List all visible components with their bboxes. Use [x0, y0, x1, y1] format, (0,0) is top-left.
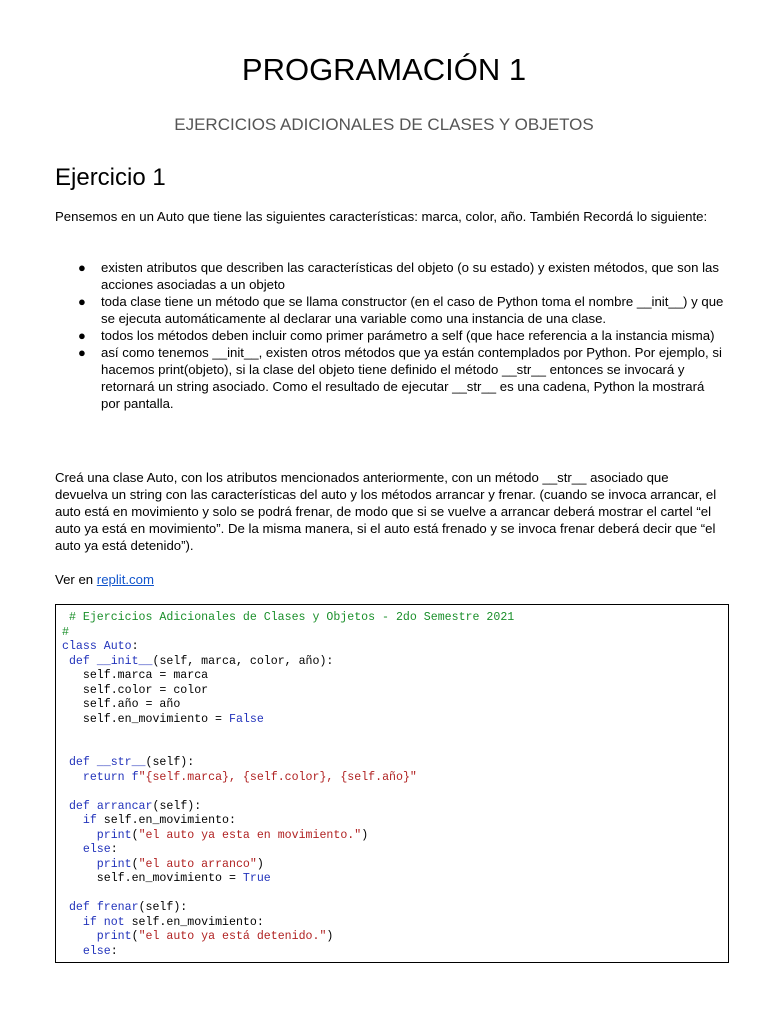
list-item-text: toda clase tiene un método que se llama constructor (en el caso de Python toma el nombre __init__) y que se ejecuta automáticamente al declarar una variable como una instancia de una clase. — [101, 294, 724, 326]
code-token: else — [82, 944, 111, 958]
code-token: self.en_movimiento = — [62, 872, 243, 885]
code-line — [62, 640, 139, 653]
code-line — [62, 829, 368, 842]
code-token: self.en_movimiento = — [62, 712, 229, 726]
code-token: frenar — [96, 901, 139, 914]
code-token: return — [82, 770, 125, 784]
code-token — [62, 858, 97, 871]
bullet-icon: ● — [78, 260, 86, 275]
code-token — [90, 800, 97, 813]
code-token: else — [82, 843, 111, 856]
code-token — [62, 814, 83, 827]
code-block — [55, 604, 729, 963]
code-token: : — [110, 843, 118, 856]
intro-paragraph: Pensemos en un Auto que tiene las siguientes características: marca, color, año. También Recordá lo siguiente: — [55, 209, 708, 224]
code-token: if not — [82, 915, 125, 929]
bullet-icon: ● — [78, 345, 86, 360]
code-line — [62, 814, 236, 827]
code-token: def — [68, 756, 90, 769]
code-token — [97, 640, 104, 653]
code-token: True — [242, 872, 271, 885]
code-token — [90, 756, 97, 769]
list-item — [55, 327, 725, 344]
list-item — [55, 293, 725, 327]
list-item — [55, 259, 725, 293]
code-token — [62, 771, 83, 784]
code-token: self.en_movimiento: — [124, 915, 264, 929]
document-subtitle: EJERCICIOS ADICIONALES DE CLASES Y OBJETOS — [174, 115, 594, 134]
code-token: __init__ — [96, 654, 153, 668]
code-token: self.marca = marca — [62, 669, 209, 682]
task-paragraph: Creá una clase Auto, con los atributos mencionados anteriormente, con un método __str__ asociado que devuelva un string con las características del auto y los métodos arrancar y frenar. (cuando se invoca arrancar, el auto está en movimiento y solo se podrá frenar, de modo que si se vuelve a arrancar deberá mostrar el cartel “el auto ya está en movimiento”. De la misma manera, si el auto está frenado y se invoca frenar deberá decir que “el auto ya está detenido”). — [55, 470, 717, 553]
code-listing — [62, 611, 728, 959]
code-token — [90, 901, 97, 914]
code-token: "el auto ya está detenido." — [138, 930, 327, 943]
code-token: f — [131, 770, 139, 784]
code-token: def — [68, 799, 90, 813]
code-line — [62, 626, 69, 639]
code-token: ) — [326, 930, 334, 943]
code-line — [62, 655, 333, 668]
bullet-icon: ● — [78, 328, 86, 343]
code-line — [62, 698, 180, 711]
code-line — [62, 872, 271, 885]
code-token: : — [110, 944, 118, 958]
list-item-text: existen atributos que describen las características del objeto (o su estado) y existen métodos, que son las acciones asociadas a un objeto — [101, 260, 719, 292]
code-token: (self): — [138, 901, 188, 914]
code-line — [62, 916, 264, 929]
list-item-text: todos los métodos deben incluir como primer parámetro a self (que hace referencia a la instancia misma) — [101, 328, 715, 343]
code-line — [62, 945, 118, 958]
code-line — [62, 800, 201, 813]
code-token — [62, 901, 69, 914]
code-token: ( — [131, 828, 139, 842]
reference-prefix: Ver en — [55, 572, 97, 587]
code-token — [62, 829, 97, 842]
code-token — [62, 945, 83, 958]
code-token: ( — [131, 930, 139, 943]
code-token: ) — [256, 857, 264, 871]
code-token: (self): — [152, 799, 202, 813]
code-token: if — [82, 814, 97, 827]
code-token: self.en_movimiento: — [96, 814, 236, 827]
reference-line — [55, 571, 725, 588]
code-line — [62, 611, 514, 624]
code-token: def — [68, 901, 90, 914]
list-item-text: así como tenemos __init__, existen otros métodos que ya están contemplados por Python. Por ejemplo, si hacemos print(objeto), si la clase del objeto tiene definido el método __str__ entonces se invocará y retornará un string asociado. Como el resultado de ejecutar __str__ es una cadena, Python la mostrará por pantalla. — [101, 345, 722, 411]
document-title: PROGRAMACIÓN 1 — [241, 52, 527, 87]
code-token: self.año = año — [62, 698, 181, 711]
code-token: "{self.marca}, {self.color}, {self.año}" — [138, 770, 417, 784]
code-token — [62, 916, 83, 929]
code-token: (self): — [145, 756, 195, 769]
code-token — [62, 756, 69, 769]
code-token — [62, 655, 69, 668]
code-token: ( — [131, 857, 139, 871]
code-token: # — [62, 625, 69, 639]
list-item — [55, 344, 725, 412]
code-token: ) — [361, 828, 369, 842]
code-line — [62, 684, 208, 697]
code-token — [125, 771, 132, 784]
code-line — [62, 858, 264, 871]
code-token: (self, marca, color, año): — [152, 654, 334, 668]
code-token: print — [96, 828, 132, 842]
code-token: # Ejercicios Adicionales de Clases y Objetos - 2do Semestre 2021 — [62, 611, 515, 624]
replit-link[interactable]: replit.com — [96, 572, 154, 587]
code-token: class — [62, 640, 97, 653]
code-line — [62, 669, 208, 682]
code-line — [62, 771, 417, 784]
code-token — [90, 655, 97, 668]
code-token — [62, 800, 69, 813]
code-line — [62, 756, 194, 769]
code-token: False — [228, 712, 264, 726]
code-token: "el auto ya esta en movimiento." — [138, 828, 362, 842]
code-token: Auto — [103, 640, 132, 653]
bullet-icon: ● — [78, 294, 86, 309]
code-token: def — [68, 654, 90, 668]
code-line — [62, 843, 118, 856]
code-token: print — [96, 930, 132, 943]
code-token — [62, 843, 83, 856]
code-token: : — [131, 640, 139, 653]
code-token: "el auto arranco" — [138, 857, 257, 871]
code-token: print — [96, 857, 132, 871]
code-line — [62, 930, 333, 943]
section-heading-ejercicio-1: Ejercicio 1 — [55, 164, 166, 191]
code-token: self.color = color — [62, 683, 209, 697]
code-token: __str__ — [96, 756, 146, 769]
code-token — [62, 930, 97, 943]
code-line — [62, 713, 264, 726]
code-line — [62, 901, 187, 914]
bullet-list — [55, 259, 725, 412]
code-token: arrancar — [96, 799, 153, 813]
